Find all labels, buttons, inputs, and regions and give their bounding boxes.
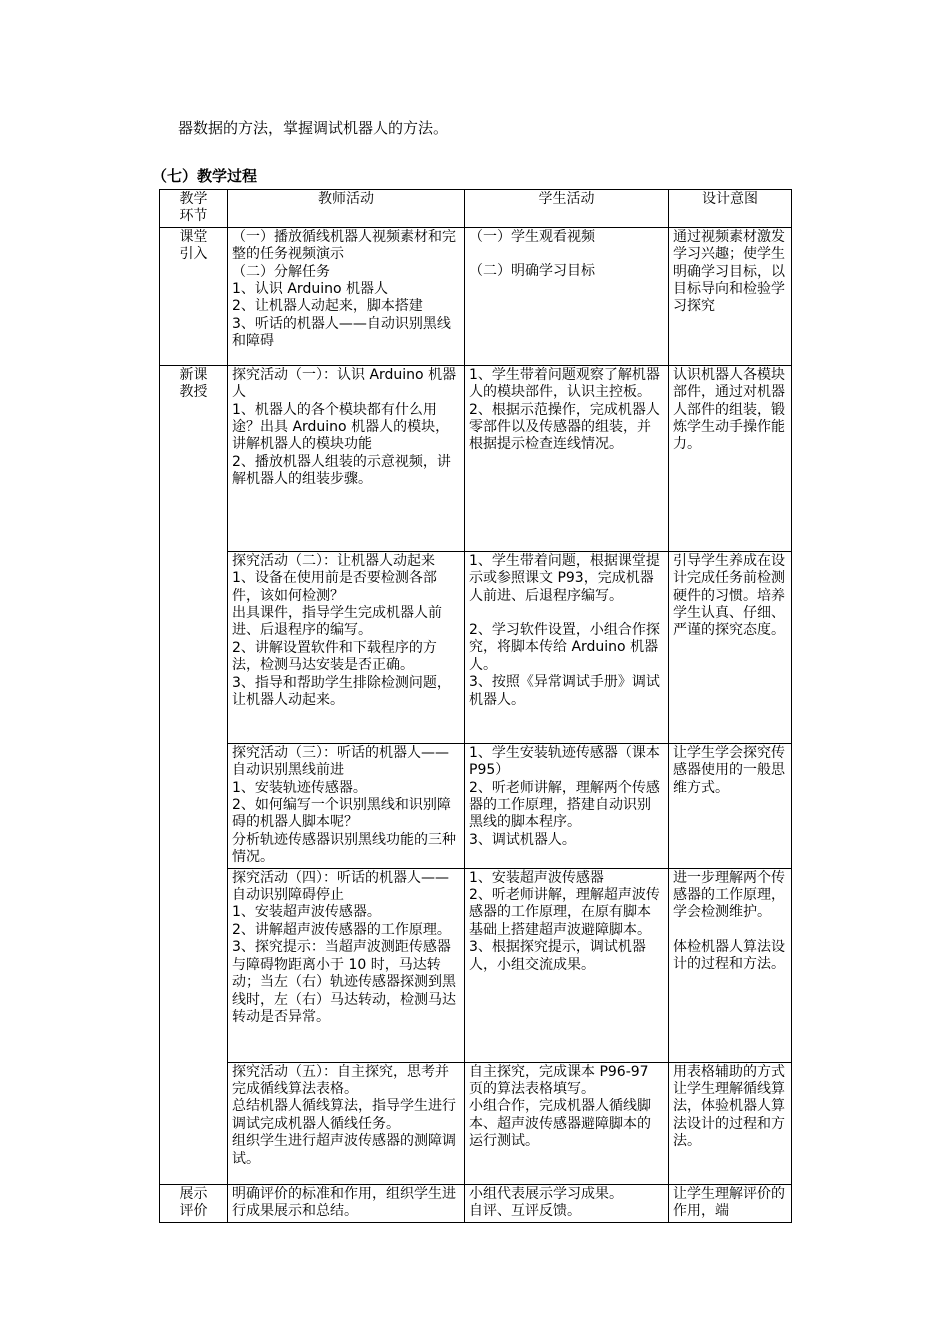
student-line: 2、听老师讲解，理解两个传感器的工作原理，搭建自动识别黑线的脚本程序。 xyxy=(469,779,660,831)
table-row xyxy=(160,868,792,1062)
student-line: 2、学习软件设置，小组合作探究，将脚本传给 Arduino 机器人。 xyxy=(469,622,660,673)
student-cell xyxy=(465,743,669,868)
intent-line: 用表格辅助的方式让学生理解循线算法，体验机器人算法设计的过程和方法。 xyxy=(673,1063,785,1150)
teacher-cell xyxy=(228,551,465,743)
student-line: 自评、互评反馈。 xyxy=(469,1203,581,1220)
student-line: 1、学生带着问题，根据课堂提示或参照课文 P93，完成机器人前进、后退程序编写。 xyxy=(469,552,660,604)
teacher-line: 2、让机器人动起来，脚本搭建 xyxy=(232,298,423,315)
teacher-cell xyxy=(228,1184,465,1222)
student-cell xyxy=(465,1062,669,1184)
student-line: 3、调试机器人。 xyxy=(469,831,576,848)
teacher-line: 组织学生进行超声波传感器的测障调试。 xyxy=(232,1133,456,1167)
header-stage-line: 环节 xyxy=(179,208,208,225)
teacher-line: 3、探究提示：当超声波测距传感器与障碍物距离小于 10 时，马达转动；当左（右）轨迹传感器探测到黑线时，左（右）马达转动，检测马达转动是否异常。 xyxy=(232,939,456,1025)
teacher-line: 1、设备在使用前是否要检测各部件，该如何检测？ xyxy=(232,570,437,604)
header-teacher: 教师活动 xyxy=(228,190,465,228)
student-line: 2、根据示范操作，完成机器人零部件以及传感器的组装，并根据提示检查连线情况。 xyxy=(469,401,660,453)
teacher-line: 总结机器人循线算法，指导学生进行调试完成机器人循线任务。 xyxy=(232,1098,456,1132)
student-line: （一）学生观看视频 xyxy=(469,228,595,245)
teacher-line: 2、如何编写一个识别黑线和识别障碍的机器人脚本呢？ xyxy=(232,797,451,831)
stage-line: 新课 xyxy=(179,366,208,383)
stage-line: 教授 xyxy=(179,384,208,401)
table-row xyxy=(160,227,792,365)
student-spacer xyxy=(469,246,664,263)
teacher-line: 1、安装轨迹传感器。 xyxy=(232,779,367,796)
teacher-line: 明确评价的标准和作用，组织学生进行成果展示和总结。 xyxy=(232,1185,456,1220)
intent-cell xyxy=(669,551,792,743)
header-intent: 设计意图 xyxy=(669,190,792,228)
table-row xyxy=(160,1062,792,1184)
teacher-line: 探究活动（二）：让机器人动起来 xyxy=(232,552,435,569)
teacher-line: 探究活动（一）：认识 Arduino 机器人 xyxy=(232,366,457,401)
teacher-line: 1、认识 Arduino 机器人 xyxy=(232,281,388,298)
table-row xyxy=(160,551,792,743)
student-spacer xyxy=(469,605,664,622)
student-cell xyxy=(465,1184,669,1222)
teacher-line: 3、听话的机器人——自动识别黑线和障碍 xyxy=(232,315,451,350)
student-line: 小组合作，完成机器人循线脚本、超声波传感器避障脚本的运行测试。 xyxy=(469,1098,651,1150)
teacher-line: 1、安装超声波传感器。 xyxy=(232,904,381,921)
teacher-line: 3、指导和帮助学生排除检测问题，让机器人动起来。 xyxy=(232,674,451,709)
student-line: 3、按照《异常调试手册》调试机器人。 xyxy=(469,674,660,708)
teacher-line: 探究活动（三）：听话的机器人——自动识别黑线前进 xyxy=(232,744,449,779)
header-stage-line: 教学 xyxy=(179,191,208,207)
teacher-line: 2、讲解设置软件和下载程序的方法，检测马达安装是否正确。 xyxy=(232,639,437,674)
stage-line: 引入 xyxy=(179,246,208,263)
student-cell xyxy=(465,868,669,1062)
intent-line: 通过视频素材激发学习兴趣；使学生明确学习目标，以目标导向和检验学习探究 xyxy=(673,228,785,315)
stage-cell xyxy=(160,227,228,365)
table-row xyxy=(160,365,792,551)
student-line: 1、安装超声波传感器 xyxy=(469,869,604,886)
student-line: （二）明确学习目标 xyxy=(469,263,595,280)
student-line: 2、听老师讲解，理解超声波传感器的工作原理，在原有脚本基础上搭建超声波避障脚本。 xyxy=(469,887,660,938)
intent-cell xyxy=(669,868,792,1062)
teacher-line: 2、讲解超声波传感器的工作原理。 xyxy=(232,921,451,938)
stage-cell xyxy=(160,365,228,1184)
intent-line: 认识机器人各模块部件，通过对机器人部件的组装，锻炼学生动手操作能力。 xyxy=(673,366,785,453)
teacher-cell xyxy=(228,868,465,1062)
teacher-line: （一）播放循线机器人视频素材和完整的任务视频演示 xyxy=(232,228,456,263)
table-row xyxy=(160,743,792,868)
student-cell xyxy=(465,227,669,365)
section-title: （七）教学过程 xyxy=(152,167,258,185)
student-line: 小组代表展示学习成果。 xyxy=(469,1185,623,1202)
teacher-line: 1、机器人的各个模块都有什么用途？出具 Arduino 机器人的模块，讲解机器人的模块功能 xyxy=(232,401,450,453)
student-line: 1、学生安装轨迹传感器（课本 P95） xyxy=(469,744,660,779)
table-body xyxy=(160,190,792,1223)
intro-text: 器数据的方法，掌握调试机器人的方法。 xyxy=(178,119,449,137)
intent-cell xyxy=(669,743,792,868)
teacher-line: 2、播放机器人组装的示意视频，讲解机器人的组装步骤。 xyxy=(232,453,451,488)
stage-line: 评价 xyxy=(179,1203,208,1220)
intent-line: 引导学生养成在设计完成任务前检测硬件的习惯。培养学生认真、仔细、严谨的探究态度。 xyxy=(673,552,785,639)
intent-cell xyxy=(669,227,792,365)
teacher-line: 出具课件，指导学生完成机器人前进、后退程序的编写。 xyxy=(232,605,442,639)
teacher-line: 探究活动（四）：听话的机器人——自动识别障碍停止 xyxy=(232,869,449,904)
student-line: 3、根据探究提示，调试机器人，小组交流成果。 xyxy=(469,939,646,973)
student-line: 1、学生带着问题观察了解机器人的模块部件，认识主控板。 xyxy=(469,366,660,401)
table-header-row xyxy=(160,190,792,228)
student-cell xyxy=(465,365,669,551)
intent-line: 体检机器人算法设计的过程和方法。 xyxy=(673,938,785,973)
teacher-line: 探究活动（五）：自主探究，思考并完成循线算法表格。 xyxy=(232,1063,449,1098)
intent-line: 进一步理解两个传感器的工作原理，学会检测维护。 xyxy=(673,869,785,921)
table-row xyxy=(160,1184,792,1222)
intent-line: 让学生学会探究传感器使用的一般思维方式。 xyxy=(673,744,785,796)
stage-line: 展示 xyxy=(179,1185,208,1202)
teacher-line: （二）分解任务 xyxy=(232,263,330,280)
intent-cell xyxy=(669,365,792,551)
teaching-process-table xyxy=(159,189,792,1223)
header-stage xyxy=(160,190,228,228)
header-student: 学生活动 xyxy=(465,190,669,228)
teacher-cell xyxy=(228,227,465,365)
teacher-cell xyxy=(228,1062,465,1184)
teacher-line: 分析轨迹传感器识别黑线功能的三种情况。 xyxy=(232,831,456,866)
intent-cell xyxy=(669,1184,792,1222)
teacher-cell xyxy=(228,365,465,551)
intent-cell xyxy=(669,1062,792,1184)
stage-cell xyxy=(160,1184,228,1222)
intent-line: 让学生理解评价的作用，端 xyxy=(673,1185,785,1220)
teacher-cell xyxy=(228,743,465,868)
student-line: 自主探究，完成课本 P96-97 页的算法表格填写。 xyxy=(469,1063,649,1098)
student-cell xyxy=(465,551,669,743)
stage-line: 课堂 xyxy=(179,228,208,245)
intent-spacer xyxy=(673,922,787,939)
